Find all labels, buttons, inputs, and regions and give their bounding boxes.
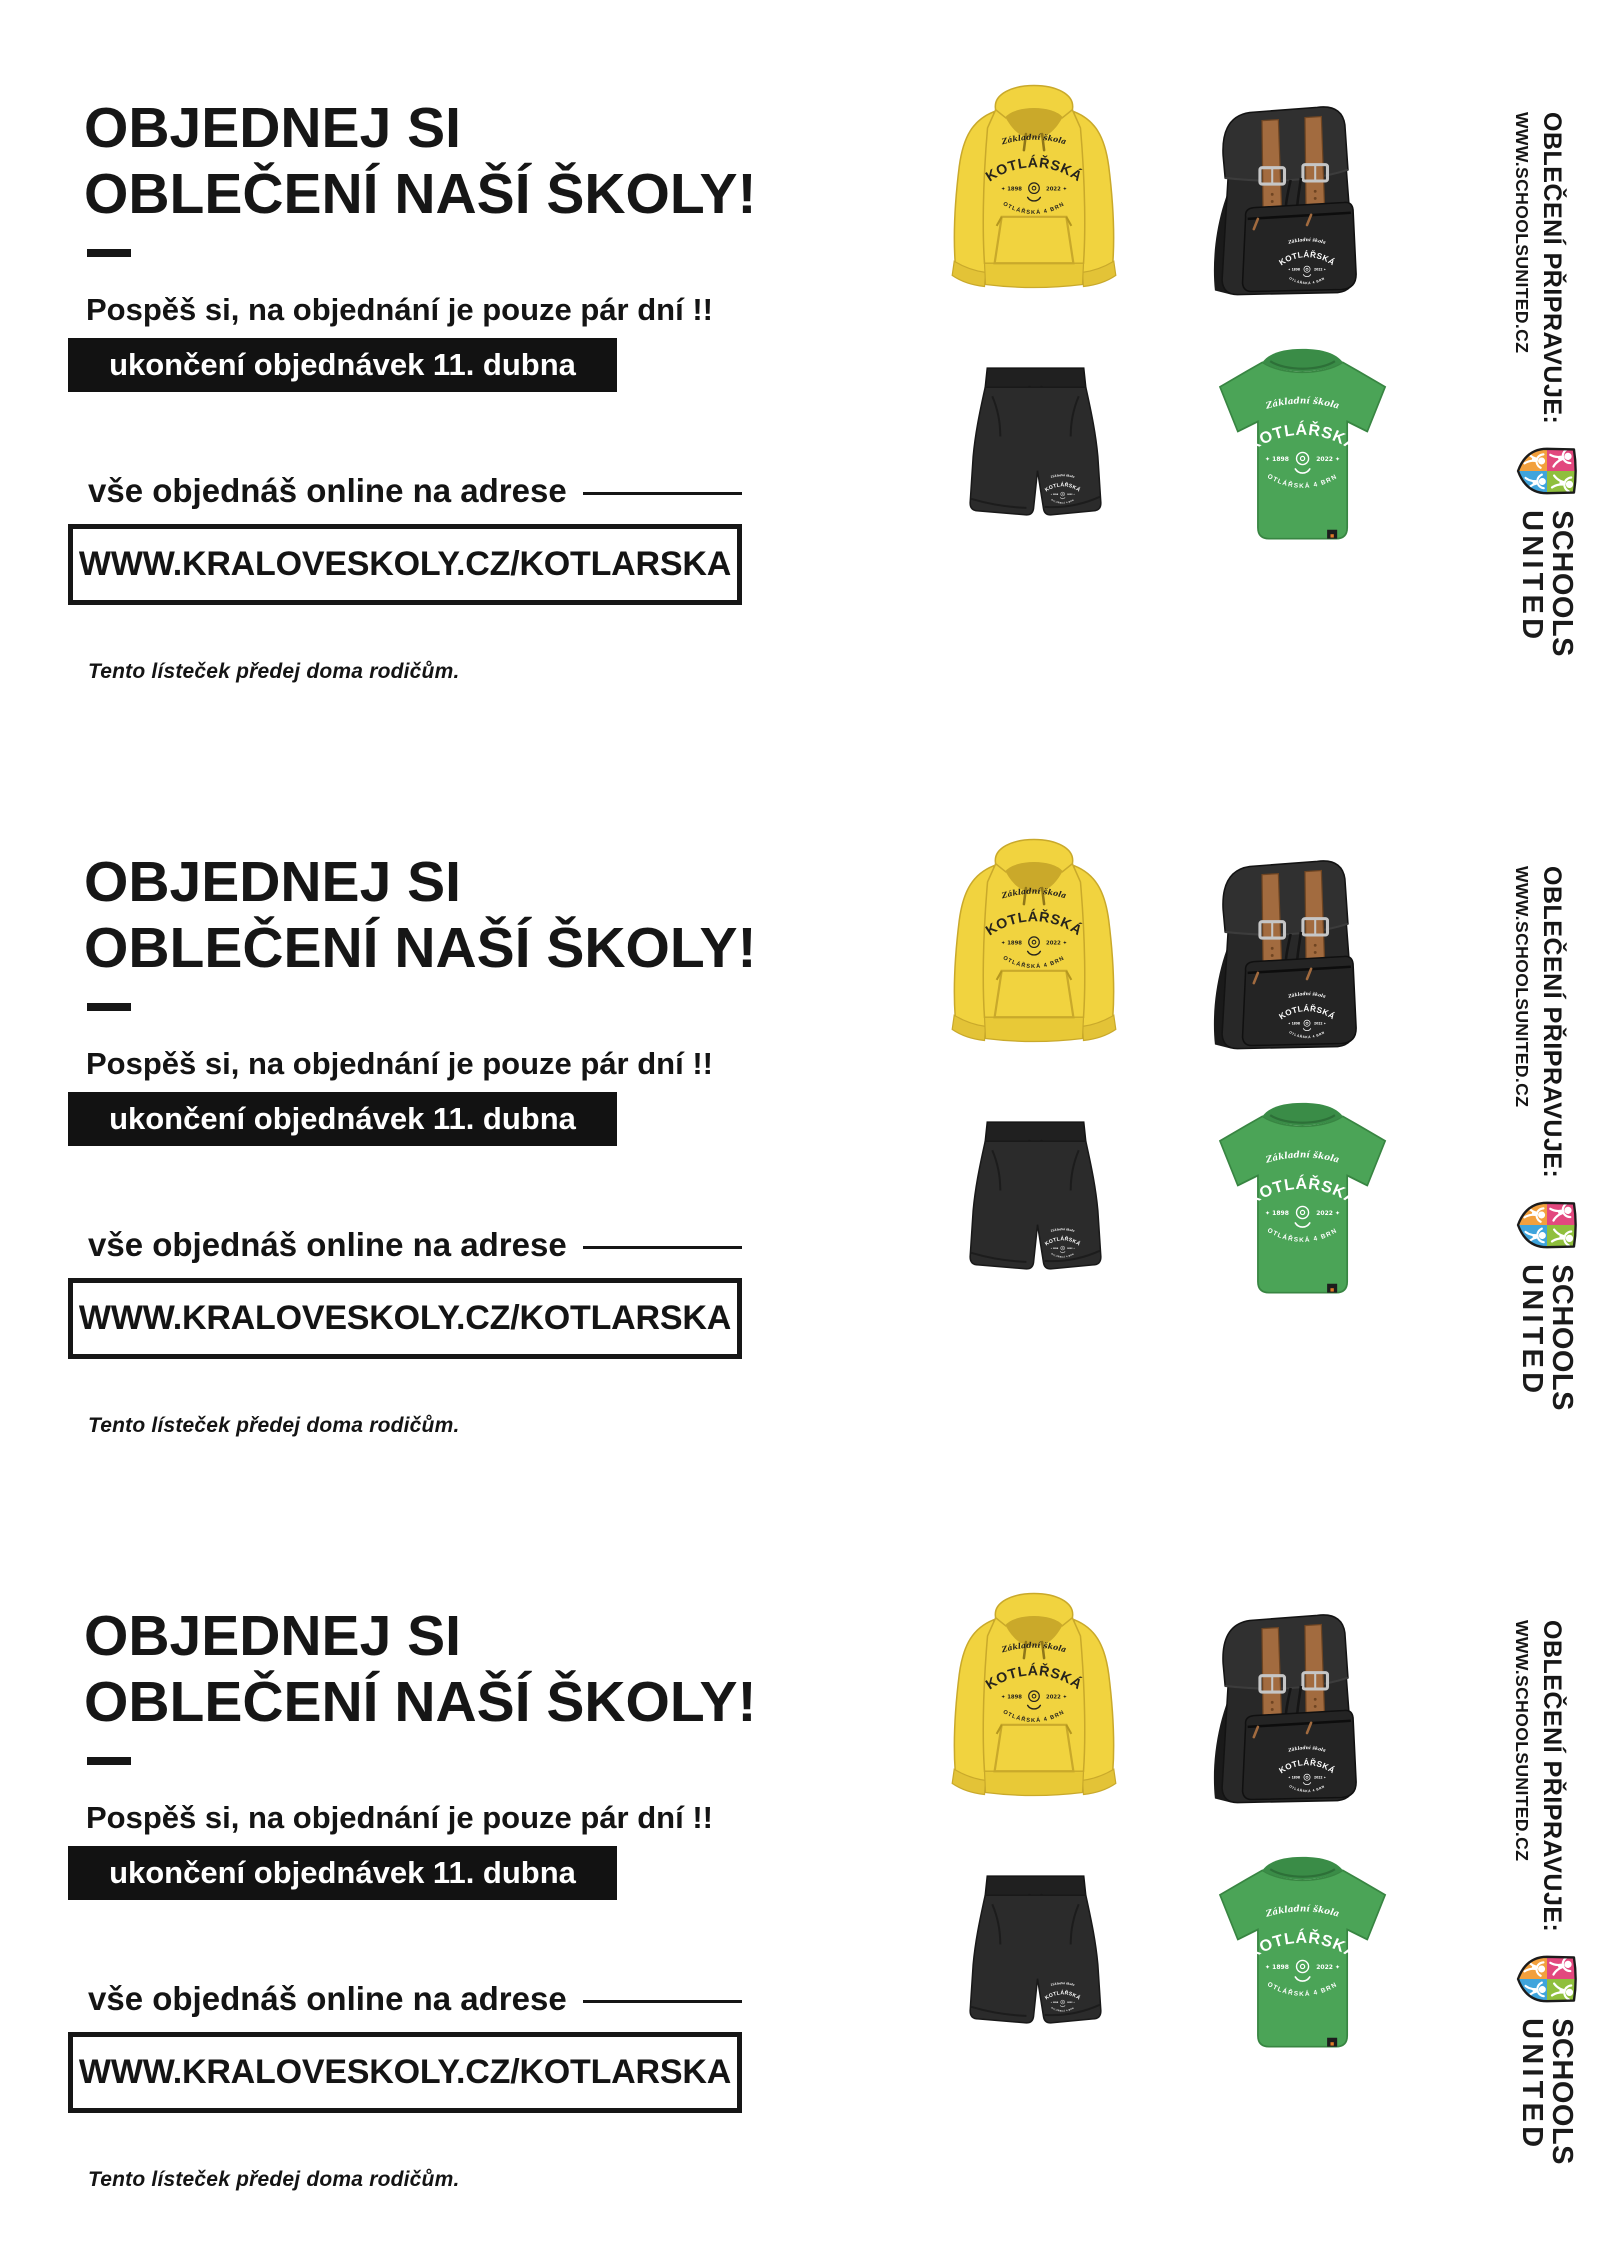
urgency-text: Pospěš si, na objednání je pouze pár dní !! — [86, 292, 713, 327]
tshirt-image — [1182, 326, 1422, 556]
prepared-by-block — [1511, 866, 1566, 1178]
hoodie-image — [933, 1572, 1135, 1812]
page-title — [84, 849, 756, 981]
prepared-by-block — [1511, 1620, 1566, 1932]
shorts-image — [938, 346, 1133, 532]
order-url: WWW.KRALOVESKOLY.CZ/KOTLARSKA — [78, 2053, 732, 2091]
order-row — [88, 1226, 742, 1264]
order-row — [88, 1980, 742, 2018]
urgency-text: Pospěš si, na objednání je pouze pár dní !! — [86, 1046, 713, 1081]
heading-line1: OBJEDNEJ SI — [84, 96, 461, 160]
deadline-banner — [68, 1846, 617, 1900]
brand-schools: SCHOOLS — [1546, 510, 1579, 657]
decorative-rule — [583, 2000, 742, 2003]
schoolsunited-url: WWW.SCHOOLSUNITED.CZ — [1512, 112, 1532, 354]
heading-divider — [87, 1003, 131, 1011]
schoolsunited-url: WWW.SCHOOLSUNITED.CZ — [1512, 1620, 1532, 1862]
sidebar-rotated-content — [1494, 1620, 1590, 2165]
brand-united: UNITED — [1516, 510, 1548, 644]
schools-united-sidebar — [1494, 112, 1590, 657]
heading-line1: OBJEDNEJ SI — [84, 850, 461, 914]
order-url-box — [68, 524, 742, 605]
schools-united-logo — [1516, 1952, 1578, 2165]
heading-line2: OBLEČENÍ NAŠÍ ŠKOLY! — [84, 916, 757, 980]
sidebar-rotated-content — [1494, 866, 1590, 1411]
deadline-banner — [68, 338, 617, 392]
tshirt-image — [1182, 1080, 1422, 1310]
schools-united-logo — [1516, 1198, 1578, 1411]
heading-divider — [87, 249, 131, 257]
parents-note: Tento lísteček předej doma rodičům. — [88, 2168, 460, 2191]
order-label: vše objednáš online na adrese — [88, 1226, 567, 1263]
schools-united-shield-icon — [1516, 1952, 1578, 2006]
schoolsunited-url: WWW.SCHOOLSUNITED.CZ — [1512, 866, 1532, 1108]
backpack-image — [1182, 846, 1387, 1066]
parents-note: Tento lísteček předej doma rodičům. — [88, 1414, 460, 1437]
order-url-box — [68, 2032, 742, 2113]
heading-divider — [87, 1757, 131, 1765]
heading-line1: OBJEDNEJ SI — [84, 1604, 461, 1668]
order-url: WWW.KRALOVESKOLY.CZ/KOTLARSKA — [78, 545, 732, 583]
order-url: WWW.KRALOVESKOLY.CZ/KOTLARSKA — [78, 1299, 732, 1337]
shorts-image — [938, 1854, 1133, 2040]
prepared-by-label: OBLEČENÍ PŘIPRAVUJE: — [1538, 866, 1566, 1179]
decorative-rule — [583, 1246, 742, 1249]
deadline-banner-text: ukončení objednávek 11. dubna — [109, 347, 576, 382]
sidebar-rotated-content — [1494, 112, 1590, 657]
brand-united: UNITED — [1516, 1264, 1548, 1398]
prepared-by-label: OBLEČENÍ PŘIPRAVUJE: — [1538, 112, 1566, 425]
backpack-image — [1182, 92, 1387, 312]
schools-united-logo — [1516, 444, 1578, 657]
leaflet-section — [0, 754, 1600, 1508]
heading-line2: OBLEČENÍ NAŠÍ ŠKOLY! — [84, 1670, 757, 1734]
brand-united: UNITED — [1516, 2018, 1548, 2152]
prepared-by-label: OBLEČENÍ PŘIPRAVUJE: — [1538, 1620, 1566, 1933]
hoodie-image — [933, 818, 1135, 1058]
urgency-text: Pospěš si, na objednání je pouze pár dní !! — [86, 1800, 713, 1835]
order-row — [88, 472, 742, 510]
brand-wordmark — [1517, 2018, 1577, 2165]
prepared-by-block — [1511, 112, 1566, 424]
deadline-banner-text: ukončení objednávek 11. dubna — [109, 1101, 576, 1136]
hoodie-image — [933, 64, 1135, 304]
brand-schools: SCHOOLS — [1546, 2018, 1579, 2165]
order-url-box — [68, 1278, 742, 1359]
deadline-banner-text: ukončení objednávek 11. dubna — [109, 1855, 576, 1890]
brand-schools: SCHOOLS — [1546, 1264, 1579, 1411]
heading-line2: OBLEČENÍ NAŠÍ ŠKOLY! — [84, 162, 757, 226]
leaflet-section — [0, 0, 1600, 754]
order-label: vše objednáš online na adrese — [88, 1980, 567, 2017]
page-title — [84, 1603, 756, 1735]
tshirt-image — [1182, 1834, 1422, 2064]
schools-united-sidebar — [1494, 866, 1590, 1411]
schools-united-shield-icon — [1516, 444, 1578, 498]
page-title — [84, 95, 756, 227]
brand-wordmark — [1517, 1264, 1577, 1411]
order-label: vše objednáš online na adrese — [88, 472, 567, 509]
decorative-rule — [583, 492, 742, 495]
shorts-image — [938, 1100, 1133, 1286]
schools-united-sidebar — [1494, 1620, 1590, 2165]
deadline-banner — [68, 1092, 617, 1146]
brand-wordmark — [1517, 510, 1577, 657]
backpack-image — [1182, 1600, 1387, 1820]
leaflet-section — [0, 1508, 1600, 2262]
parents-note: Tento lísteček předej doma rodičům. — [88, 660, 460, 683]
schools-united-shield-icon — [1516, 1198, 1578, 1252]
